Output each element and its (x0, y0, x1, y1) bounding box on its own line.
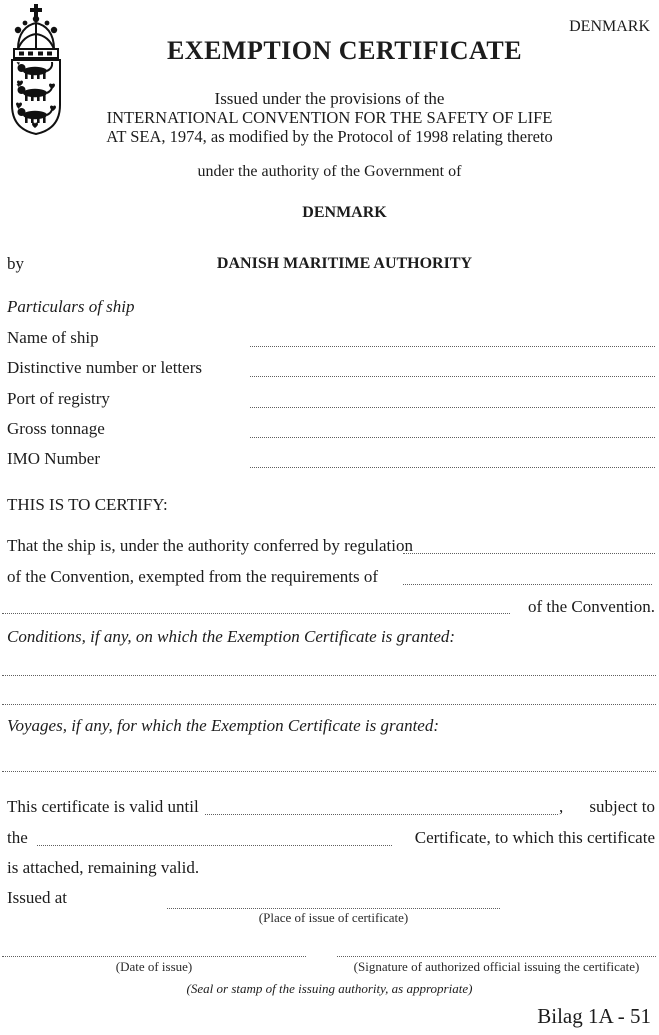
regulation-field[interactable] (403, 536, 655, 554)
page-reference: Bilag 1A - 51 (537, 1004, 651, 1028)
certify-heading: THIS IS TO CERTIFY: (7, 495, 168, 514)
government-name: DENMARK (302, 204, 387, 221)
voyages-heading: Voyages, if any, for which the Exemption Certificate is granted: (7, 716, 440, 735)
authority-intro: under the authority of the Government of (197, 163, 462, 180)
distinctive-number-field[interactable] (250, 359, 655, 377)
place-of-issue-field[interactable] (167, 891, 500, 909)
provisions-line-3: AT SEA, 1974, as modified by the Protocol of 1998 relating thereto (106, 127, 553, 146)
by-label: by (7, 254, 24, 273)
attached-prefix: the (7, 828, 28, 847)
country-corner-label: DENMARK (569, 18, 650, 35)
attached-line-3: is attached, remaining valid. (7, 858, 200, 877)
date-of-issue-caption: (Date of issue) (115, 959, 193, 974)
valid-until-field[interactable] (205, 797, 558, 815)
requirements-line-prefix: of the Convention, exempted from the requirements of (7, 567, 379, 586)
particulars-heading: Particulars of ship (7, 297, 135, 316)
attached-suffix: Certificate, to which this certificate (414, 828, 655, 847)
certificate-type-field[interactable] (37, 828, 392, 846)
gross-tonnage-field[interactable] (250, 420, 655, 438)
requirements-continuation-field[interactable] (2, 596, 510, 614)
valid-until-prefix: This certificate is valid until (7, 797, 199, 816)
regulation-line-prefix: That the ship is, under the authority conferred by regulation (7, 536, 413, 555)
provisions-line-1: Issued under the provisions of the (214, 89, 445, 108)
requirements-field[interactable] (403, 567, 652, 585)
date-of-issue-field[interactable] (2, 939, 306, 957)
field-label-imo-number: IMO Number (7, 449, 101, 468)
valid-until-suffix: subject to (589, 797, 655, 816)
field-label-distinctive-number: Distinctive number or letters (7, 358, 202, 377)
place-of-issue-caption: (Place of issue of certificate) (258, 910, 409, 925)
voyages-field-line-1[interactable] (2, 754, 656, 772)
conditions-field-line-1[interactable] (2, 658, 656, 676)
seal-caption: (Seal or stamp of the issuing authority, as appropriate) (186, 981, 473, 996)
signature-caption: (Signature of authorized official issuing the certificate) (353, 959, 640, 974)
field-label-port-of-registry: Port of registry (7, 389, 110, 408)
imo-number-field[interactable] (250, 450, 655, 468)
continuation-suffix: of the Convention. (528, 597, 656, 616)
page-title: EXEMPTION CERTIFICATE (166, 36, 523, 65)
name-of-ship-field[interactable] (250, 329, 655, 347)
conditions-field-line-2[interactable] (2, 687, 656, 705)
valid-until-comma: , (559, 797, 564, 816)
port-of-registry-field[interactable] (250, 390, 655, 408)
field-label-gross-tonnage: Gross tonnage (7, 419, 105, 438)
field-label-name-of-ship: Name of ship (7, 328, 99, 347)
authority-name: DANISH MARITIME AUTHORITY (216, 255, 473, 272)
signature-field[interactable] (337, 939, 656, 957)
conditions-heading: Conditions, if any, on which the Exemption Certificate is granted: (7, 627, 456, 646)
issued-at-label: Issued at (7, 888, 67, 907)
provisions-line-2: INTERNATIONAL CONVENTION FOR THE SAFETY OF LIFE (106, 108, 553, 127)
